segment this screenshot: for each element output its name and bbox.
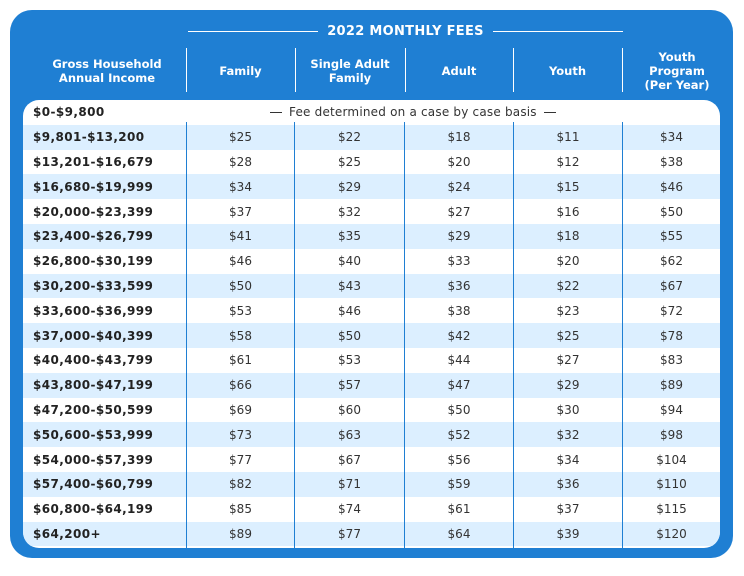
family-fee-cell: $25 bbox=[229, 130, 252, 145]
youth-fee-cell: $36 bbox=[556, 477, 580, 492]
column-header-family-label: Family bbox=[219, 64, 262, 78]
family-fee-cell: $28 bbox=[229, 154, 252, 169]
table-row bbox=[23, 398, 720, 423]
single-adult-family-fee-cell: $57 bbox=[338, 378, 361, 393]
income-cell: $9,801-$13,200 bbox=[33, 130, 145, 145]
family-fee-cell: $73 bbox=[229, 427, 252, 442]
youth-fee-cell: $23 bbox=[556, 303, 580, 318]
youth-program-fee-cell: $120 bbox=[656, 526, 687, 541]
single-adult-family-fee-cell: $46 bbox=[338, 303, 361, 318]
column-header-youth bbox=[514, 48, 621, 94]
youth-fee-cell: $20 bbox=[556, 254, 580, 269]
youth-program-fee-cell: $62 bbox=[660, 254, 683, 269]
column-header-adult bbox=[406, 48, 512, 94]
family-fee-cell: $89 bbox=[229, 526, 252, 541]
adult-fee-cell: $33 bbox=[447, 254, 471, 269]
income-cell: $40,400-$43,799 bbox=[33, 353, 154, 368]
adult-fee-cell: $64 bbox=[447, 526, 471, 541]
column-divider bbox=[622, 122, 623, 548]
income-cell: $37,000-$40,399 bbox=[33, 328, 154, 343]
income-cell: $0-$9,800 bbox=[33, 105, 105, 120]
family-fee-cell: $58 bbox=[229, 328, 252, 343]
income-cell: $60,800-$64,199 bbox=[33, 502, 154, 517]
family-fee-cell: $37 bbox=[229, 204, 252, 219]
youth-program-fee-cell: $104 bbox=[656, 452, 687, 467]
family-fee-cell: $53 bbox=[229, 303, 252, 318]
table-row bbox=[23, 323, 720, 348]
title-rule-right bbox=[493, 31, 623, 32]
youth-program-fee-cell: $67 bbox=[660, 278, 683, 293]
table-header bbox=[10, 10, 733, 100]
fee-table-body bbox=[23, 100, 720, 548]
adult-fee-cell: $36 bbox=[447, 278, 471, 293]
family-fee-cell: $34 bbox=[229, 179, 252, 194]
single-adult-family-fee-cell: $50 bbox=[338, 328, 361, 343]
family-fee-cell: $77 bbox=[229, 452, 252, 467]
column-header-income-label: Gross Household Annual Income bbox=[52, 57, 162, 85]
table-row bbox=[23, 522, 720, 547]
youth-program-fee-cell: $98 bbox=[660, 427, 683, 442]
column-divider bbox=[404, 122, 405, 548]
single-adult-family-fee-cell: $29 bbox=[338, 179, 361, 194]
income-cell: $16,680-$19,999 bbox=[33, 179, 154, 194]
table-row bbox=[23, 298, 720, 323]
single-adult-family-fee-cell: $77 bbox=[338, 526, 361, 541]
youth-fee-cell: $22 bbox=[556, 278, 580, 293]
family-fee-cell: $69 bbox=[229, 402, 252, 417]
youth-fee-cell: $39 bbox=[556, 526, 580, 541]
youth-fee-cell: $25 bbox=[556, 328, 580, 343]
column-header-youth-program-label: Youth Program (Per Year) bbox=[644, 50, 710, 92]
table-row bbox=[23, 447, 720, 472]
adult-fee-cell: $59 bbox=[447, 477, 471, 492]
youth-fee-cell: $18 bbox=[556, 229, 580, 244]
table-row bbox=[23, 174, 720, 199]
table-row bbox=[23, 373, 720, 398]
title-block bbox=[188, 22, 623, 40]
table-row bbox=[23, 497, 720, 522]
income-cell: $23,400-$26,799 bbox=[33, 229, 154, 244]
column-header-adult-label: Adult bbox=[441, 64, 477, 78]
family-fee-cell: $85 bbox=[229, 502, 252, 517]
youth-program-fee-cell: $78 bbox=[660, 328, 683, 343]
title-rule-left bbox=[188, 31, 318, 32]
adult-fee-cell: $20 bbox=[447, 154, 471, 169]
family-fee-cell: $61 bbox=[229, 353, 252, 368]
table-title: 2022 MONTHLY FEES bbox=[327, 23, 484, 39]
table-row bbox=[23, 150, 720, 175]
adult-fee-cell: $27 bbox=[447, 204, 471, 219]
table-row bbox=[23, 249, 720, 274]
single-adult-family-fee-cell: $63 bbox=[338, 427, 361, 442]
youth-program-fee-cell: $110 bbox=[656, 477, 687, 492]
adult-fee-cell: $38 bbox=[447, 303, 471, 318]
note-text: Fee determined on a case by case basis bbox=[289, 105, 537, 120]
adult-fee-cell: $44 bbox=[447, 353, 471, 368]
column-divider bbox=[294, 122, 295, 548]
income-cell: $26,800-$30,199 bbox=[33, 254, 154, 269]
single-adult-family-fee-cell: $71 bbox=[338, 477, 361, 492]
column-header-youth-label: Youth bbox=[548, 64, 587, 78]
table-row bbox=[23, 274, 720, 299]
adult-fee-cell: $47 bbox=[447, 378, 471, 393]
single-adult-family-fee-cell: $25 bbox=[338, 154, 361, 169]
family-fee-cell: $82 bbox=[229, 477, 252, 492]
income-cell: $30,200-$33,599 bbox=[33, 278, 154, 293]
fees-card bbox=[10, 10, 733, 558]
column-header-single-adult-family-label: Single Adult Family bbox=[310, 57, 390, 85]
table-row bbox=[23, 125, 720, 150]
youth-program-fee-cell: $34 bbox=[660, 130, 683, 145]
youth-fee-cell: $11 bbox=[556, 130, 580, 145]
adult-fee-cell: $50 bbox=[447, 402, 471, 417]
table-row bbox=[23, 224, 720, 249]
youth-program-fee-cell: $46 bbox=[660, 179, 683, 194]
adult-fee-cell: $24 bbox=[447, 179, 471, 194]
single-adult-family-fee-cell: $74 bbox=[338, 502, 361, 517]
column-divider bbox=[186, 122, 187, 548]
single-adult-family-fee-cell: $22 bbox=[338, 130, 361, 145]
income-cell: $47,200-$50,599 bbox=[33, 402, 154, 417]
youth-fee-cell: $27 bbox=[556, 353, 580, 368]
youth-fee-cell: $32 bbox=[556, 427, 580, 442]
single-adult-family-fee-cell: $67 bbox=[338, 452, 361, 467]
single-adult-family-fee-cell: $60 bbox=[338, 402, 361, 417]
single-adult-family-fee-cell: $32 bbox=[338, 204, 361, 219]
note-dash-left bbox=[270, 112, 282, 113]
income-cell: $64,200+ bbox=[33, 526, 101, 541]
family-fee-cell: $41 bbox=[229, 229, 252, 244]
income-cell: $33,600-$36,999 bbox=[33, 303, 154, 318]
income-cell: $43,800-$47,199 bbox=[33, 378, 154, 393]
column-header-youth-program bbox=[623, 48, 731, 94]
column-header-single-adult-family bbox=[296, 48, 404, 94]
youth-program-fee-cell: $94 bbox=[660, 402, 683, 417]
income-cell: $50,600-$53,999 bbox=[33, 427, 154, 442]
adult-fee-cell: $52 bbox=[447, 427, 471, 442]
single-adult-family-fee-cell: $53 bbox=[338, 353, 361, 368]
adult-fee-cell: $29 bbox=[447, 229, 471, 244]
income-cell: $57,400-$60,799 bbox=[33, 477, 154, 492]
youth-fee-cell: $34 bbox=[556, 452, 580, 467]
youth-fee-cell: $12 bbox=[556, 154, 580, 169]
table-row bbox=[23, 348, 720, 373]
family-fee-cell: $46 bbox=[229, 254, 252, 269]
table-row bbox=[23, 422, 720, 447]
youth-program-fee-cell: $83 bbox=[660, 353, 683, 368]
single-adult-family-fee-cell: $40 bbox=[338, 254, 361, 269]
single-adult-family-fee-cell: $35 bbox=[338, 229, 361, 244]
single-adult-family-fee-cell: $43 bbox=[338, 278, 361, 293]
adult-fee-cell: $42 bbox=[447, 328, 471, 343]
income-cell: $20,000-$23,399 bbox=[33, 204, 154, 219]
youth-fee-cell: $16 bbox=[556, 204, 580, 219]
family-fee-cell: $50 bbox=[229, 278, 252, 293]
column-header-family bbox=[187, 48, 294, 94]
column-header-income bbox=[16, 48, 198, 94]
adult-fee-cell: $56 bbox=[447, 452, 471, 467]
youth-program-fee-cell: $55 bbox=[660, 229, 683, 244]
case-by-case-note bbox=[263, 100, 563, 125]
adult-fee-cell: $18 bbox=[447, 130, 471, 145]
table-row bbox=[23, 199, 720, 224]
youth-fee-cell: $30 bbox=[556, 402, 580, 417]
income-cell: $54,000-$57,399 bbox=[33, 452, 154, 467]
youth-fee-cell: $29 bbox=[556, 378, 580, 393]
table-row-first bbox=[23, 100, 720, 125]
youth-fee-cell: $37 bbox=[556, 502, 580, 517]
youth-program-fee-cell: $72 bbox=[660, 303, 683, 318]
note-dash-right bbox=[544, 112, 556, 113]
youth-program-fee-cell: $89 bbox=[660, 378, 683, 393]
income-cell: $13,201-$16,679 bbox=[33, 154, 154, 169]
youth-fee-cell: $15 bbox=[556, 179, 580, 194]
column-divider bbox=[513, 122, 514, 548]
youth-program-fee-cell: $115 bbox=[656, 502, 687, 517]
youth-program-fee-cell: $38 bbox=[660, 154, 683, 169]
adult-fee-cell: $61 bbox=[447, 502, 471, 517]
youth-program-fee-cell: $50 bbox=[660, 204, 683, 219]
table-row bbox=[23, 472, 720, 497]
family-fee-cell: $66 bbox=[229, 378, 252, 393]
